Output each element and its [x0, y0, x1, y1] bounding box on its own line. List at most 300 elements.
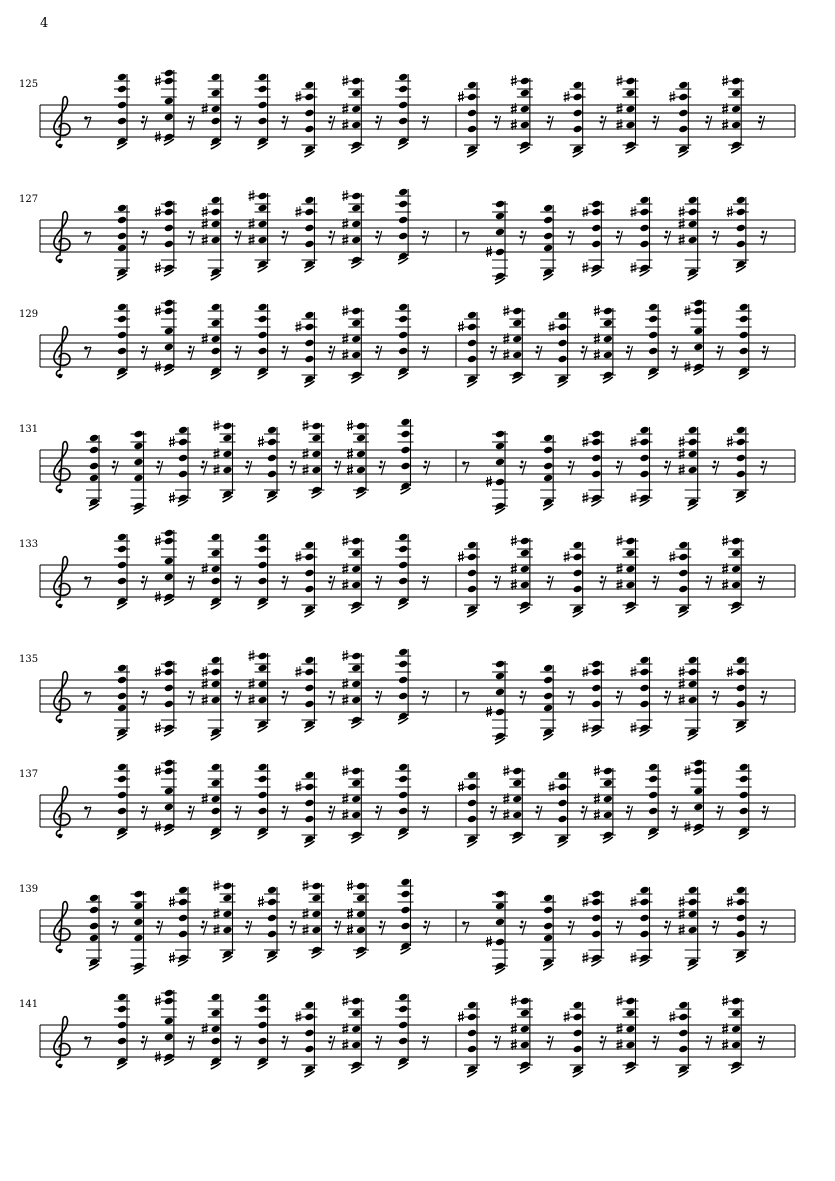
notehead [267, 438, 277, 447]
rest-dot [188, 811, 191, 814]
sixteenth-rest [112, 921, 119, 936]
sharp-stroke [679, 238, 685, 240]
sharp-stroke [486, 480, 492, 482]
sixteenth-rest [282, 231, 289, 246]
notehead [117, 101, 127, 110]
sharp-accidental [511, 535, 517, 546]
notehead [467, 783, 477, 792]
sharp-stroke [342, 337, 348, 339]
notehead [731, 1025, 741, 1034]
sixteenth-rest [141, 806, 148, 821]
chord [594, 305, 616, 383]
rest-dot [759, 116, 762, 119]
rest-dot [422, 236, 425, 239]
sharp-stroke [631, 726, 637, 728]
notehead [688, 668, 698, 677]
sharp-stroke [679, 931, 685, 933]
sharp-stroke [631, 440, 637, 442]
notehead [222, 450, 232, 459]
chord [645, 763, 661, 839]
notehead [639, 240, 649, 249]
chord [540, 664, 556, 740]
sharp-stroke [342, 813, 348, 815]
sharp-stroke [679, 903, 685, 905]
rest-dot [665, 461, 668, 464]
sharp-stroke [617, 539, 623, 541]
sharp-stroke [347, 884, 353, 886]
rest-dot [423, 231, 426, 234]
chord [722, 995, 744, 1073]
notehead [639, 684, 649, 693]
notehead [211, 1009, 221, 1018]
sixteenth-rest [705, 116, 712, 131]
rest-dot [706, 576, 709, 579]
notehead [495, 890, 505, 899]
notehead [304, 355, 314, 364]
sharp-stroke [684, 365, 690, 367]
sharp-accidental [722, 535, 728, 546]
chord [669, 541, 691, 617]
sharp-stroke [486, 710, 492, 712]
notehead [117, 533, 127, 542]
clef-tail-dot [58, 489, 62, 493]
rest-dot [422, 121, 425, 124]
rest-dot [671, 351, 674, 354]
notehead [133, 474, 143, 483]
rest-dot [705, 121, 708, 124]
notehead [603, 319, 613, 328]
sharp-stroke [511, 1046, 517, 1048]
notehead [467, 311, 477, 320]
sharp-stroke [155, 138, 161, 140]
chord [249, 190, 271, 272]
notehead [178, 426, 188, 435]
notehead [222, 882, 232, 891]
notehead [178, 914, 188, 923]
sixteenth-rest [334, 921, 341, 936]
sharp-stroke [295, 328, 301, 330]
rest-dot [495, 116, 498, 119]
clef-tail-dot [58, 374, 62, 378]
notehead [257, 220, 267, 229]
sharp-stroke [303, 887, 309, 889]
sixteenth-rest [375, 116, 382, 131]
sharp-stroke [295, 210, 301, 212]
notehead [211, 105, 221, 114]
notehead [731, 1041, 741, 1050]
rest-dot [112, 926, 115, 929]
chord [114, 763, 130, 839]
notehead [495, 708, 505, 717]
sharp-stroke [594, 797, 600, 799]
rest-dot [379, 466, 382, 469]
sharp-stroke [458, 1015, 464, 1017]
sharp-accidental [249, 190, 255, 201]
sharp-stroke [727, 443, 733, 445]
rest-dot [581, 811, 584, 814]
notehead [178, 470, 188, 479]
sharp-stroke [617, 567, 623, 569]
sixteenth-rest [547, 576, 554, 591]
notehead [520, 77, 530, 86]
sixteenth-rest [712, 691, 719, 706]
notehead [731, 1009, 741, 1018]
sixteenth-rest [664, 231, 671, 246]
notehead [304, 81, 314, 90]
notehead [133, 430, 143, 439]
sharp-stroke [503, 797, 509, 799]
rest-dot [235, 1041, 238, 1044]
notehead [678, 1029, 688, 1038]
sixteenth-rest [235, 576, 242, 591]
treble-clef [54, 902, 70, 954]
measure [458, 995, 765, 1077]
notehead [648, 347, 658, 356]
sharp-stroke [503, 340, 509, 342]
sharp-stroke [342, 685, 348, 687]
sharp-stroke [679, 900, 685, 902]
sharp-stroke [155, 309, 161, 311]
sharp-stroke [727, 670, 733, 672]
rest-dot [652, 1041, 655, 1044]
rest-dot [189, 1036, 192, 1039]
sixteenth-rest [235, 691, 242, 706]
rest-dot [329, 116, 332, 119]
sharp-stroke [679, 673, 685, 675]
sharp-stroke [155, 368, 161, 370]
notehead [625, 89, 635, 98]
notehead [648, 775, 658, 784]
notehead [304, 656, 314, 665]
staff [0, 855, 835, 985]
notehead [495, 228, 505, 237]
notehead [351, 767, 361, 776]
notehead [117, 331, 127, 340]
sixteenth-rest [188, 231, 195, 246]
notehead [736, 914, 746, 923]
chord [511, 995, 533, 1073]
sixteenth-rest [671, 806, 678, 821]
sharp-stroke [214, 915, 220, 917]
sixteenth-rest [705, 576, 712, 591]
notehead [688, 680, 698, 689]
notehead [603, 767, 613, 776]
sharp-stroke [617, 82, 623, 84]
sixteenth-rest [328, 576, 335, 591]
rest-dot [664, 926, 667, 929]
notehead [678, 541, 688, 550]
sharp-stroke [594, 769, 600, 771]
notehead [520, 1041, 530, 1050]
chord [295, 1001, 317, 1077]
sharp-stroke [214, 928, 220, 930]
notehead [164, 989, 174, 998]
chord [617, 75, 639, 153]
clef-tail-dot [58, 834, 62, 838]
sharp-stroke [342, 1043, 348, 1045]
notehead [543, 216, 553, 225]
rest-dot [671, 811, 674, 814]
treble-clef [54, 212, 70, 264]
sixteenth-rest [712, 921, 719, 936]
sixteenth-rest [600, 576, 607, 591]
sharp-stroke [342, 194, 348, 196]
sixteenth-rest [141, 116, 148, 131]
rest-dot [375, 696, 378, 699]
sharp-stroke [295, 785, 301, 787]
chord [540, 204, 556, 280]
sharp-accidental [549, 781, 555, 792]
notehead [400, 462, 410, 471]
notehead [591, 200, 601, 209]
sharp-accidental [564, 1011, 570, 1022]
sharp-accidental [631, 952, 637, 963]
sharp-stroke [303, 427, 309, 429]
sixteenth-rest [760, 921, 767, 936]
sharp-stroke [511, 570, 517, 572]
notehead [178, 930, 188, 939]
rest-dot [245, 926, 248, 929]
rest-dot [142, 806, 145, 809]
rest-dot [762, 811, 765, 814]
measure [462, 426, 767, 514]
notehead [495, 938, 505, 947]
measure [462, 886, 767, 974]
chord [295, 311, 317, 387]
sharp-accidental [202, 666, 208, 677]
notehead [351, 664, 361, 673]
sharp-stroke [722, 79, 728, 81]
notehead [398, 232, 408, 241]
rest-dot [142, 1036, 145, 1039]
measure-number: 135 [19, 654, 39, 665]
rest-dot [376, 691, 379, 694]
notehead [117, 347, 127, 356]
rest-dot [491, 806, 494, 809]
notehead [512, 307, 522, 316]
sixteenth-rest [375, 576, 382, 591]
notehead [736, 700, 746, 709]
rest-dot [113, 921, 116, 924]
notehead [467, 355, 477, 364]
measure-number: 137 [19, 769, 39, 780]
notehead [356, 422, 366, 431]
sharp-stroke [303, 468, 309, 470]
notehead [639, 454, 649, 463]
notehead [573, 1001, 583, 1010]
sharp-stroke [549, 328, 555, 330]
sharp-stroke [155, 999, 161, 1001]
rest-dot [236, 806, 239, 809]
rest-dot [424, 921, 427, 924]
sharp-accidental [582, 722, 588, 733]
notehead [304, 339, 314, 348]
sharp-stroke [155, 213, 161, 215]
measure-number: 133 [19, 539, 39, 550]
notehead [693, 787, 703, 796]
notehead [467, 585, 477, 594]
rest-dot [188, 581, 191, 584]
rest-dot [422, 696, 425, 699]
rest-dot [652, 121, 655, 124]
chord [582, 200, 604, 276]
notehead [311, 882, 321, 891]
notehead [257, 993, 267, 1002]
notehead [512, 811, 522, 820]
sharp-stroke [594, 312, 600, 314]
chord [295, 81, 317, 157]
sixteenth-rest [664, 461, 671, 476]
rest-dot [375, 581, 378, 584]
rest-dot [547, 1041, 550, 1044]
notehead [356, 434, 366, 443]
sharp-stroke [722, 1002, 728, 1004]
sharp-stroke [458, 558, 464, 560]
notehead [133, 442, 143, 451]
sharp-stroke [342, 816, 348, 818]
notehead [573, 109, 583, 118]
chord [155, 69, 177, 145]
notehead [211, 779, 221, 788]
rest-dot [188, 696, 191, 699]
rest-dot [291, 921, 294, 924]
rest-dot [547, 581, 550, 584]
treble-clef [54, 327, 70, 379]
notehead [400, 878, 410, 887]
measure [458, 75, 765, 157]
chord [214, 880, 236, 962]
sharp-stroke [679, 682, 685, 684]
staff-system [0, 510, 835, 640]
notehead [739, 807, 749, 816]
notehead [211, 236, 221, 245]
notehead [678, 125, 688, 134]
sharp-stroke [503, 356, 509, 358]
sharp-stroke [342, 123, 348, 125]
sixteenth-rest [652, 116, 659, 131]
rest-dot [600, 1041, 603, 1044]
rest-dot [758, 121, 761, 124]
rest-dot [329, 806, 332, 809]
sharp-stroke [722, 82, 728, 84]
notehead [543, 922, 553, 931]
notehead [543, 664, 553, 673]
sharp-stroke [342, 1046, 348, 1048]
sharp-stroke [669, 558, 675, 560]
sharp-stroke [342, 353, 348, 355]
notehead [693, 759, 703, 768]
sharp-stroke [155, 595, 161, 597]
chord [684, 299, 706, 375]
notehead [543, 704, 553, 713]
rest-dot [329, 576, 332, 579]
notehead [625, 77, 635, 86]
notehead [398, 315, 408, 324]
sharp-stroke [155, 828, 161, 830]
sharp-stroke [679, 915, 685, 917]
notehead [117, 775, 127, 784]
sharp-accidental [155, 722, 161, 733]
sharp-stroke [303, 884, 309, 886]
sixteenth-rest [375, 231, 382, 246]
sharp-stroke [511, 999, 517, 1001]
sharp-stroke [722, 1046, 728, 1048]
notehead [351, 779, 361, 788]
sharp-stroke [503, 813, 509, 815]
notehead [257, 303, 267, 312]
sharp-stroke [679, 928, 685, 930]
notehead [573, 81, 583, 90]
chord [727, 196, 749, 272]
sharp-stroke [342, 772, 348, 774]
rest-dot [376, 116, 379, 119]
notehead [211, 533, 221, 542]
rest-dot [568, 466, 571, 469]
notehead [89, 474, 99, 483]
staff-system [0, 625, 835, 755]
rest-dot [282, 811, 285, 814]
staff-system [0, 395, 835, 525]
rest-dot [189, 576, 192, 579]
notehead [688, 926, 698, 935]
sharp-stroke [202, 107, 208, 109]
sharp-stroke [295, 1018, 301, 1020]
sharp-stroke [564, 95, 570, 97]
sharp-stroke [155, 729, 161, 731]
sixteenth-rest [616, 921, 623, 936]
eighth-rest [462, 231, 469, 243]
rest-dot [188, 1041, 191, 1044]
rest-dot [235, 236, 238, 239]
notehead [222, 434, 232, 443]
sharp-stroke [169, 903, 175, 905]
notehead [164, 240, 174, 249]
notehead [639, 656, 649, 665]
sharp-stroke [202, 241, 208, 243]
sharp-stroke [722, 570, 728, 572]
chord [202, 656, 224, 740]
chord [258, 426, 280, 502]
sharp-stroke [458, 785, 464, 787]
sharp-stroke [631, 266, 637, 268]
chord [295, 541, 317, 617]
notehead [625, 997, 635, 1006]
notehead [351, 121, 361, 130]
rest-dot [652, 581, 655, 584]
sharp-stroke [594, 353, 600, 355]
sharp-stroke [503, 816, 509, 818]
notehead [543, 204, 553, 213]
sixteenth-rest [568, 231, 575, 246]
notehead [398, 200, 408, 209]
notehead [164, 759, 174, 768]
sharp-stroke [202, 670, 208, 672]
notehead [739, 791, 749, 800]
rest-dot [626, 351, 629, 354]
notehead [178, 886, 188, 895]
sharp-accidental [347, 420, 353, 431]
notehead [512, 335, 522, 344]
notehead [267, 914, 277, 923]
sharp-stroke [155, 772, 161, 774]
notehead [736, 196, 746, 205]
chord [617, 995, 639, 1073]
sixteenth-rest [626, 346, 633, 361]
sixteenth-rest [379, 461, 386, 476]
notehead [467, 93, 477, 102]
sharp-stroke [347, 468, 353, 470]
rest-dot [235, 581, 238, 584]
